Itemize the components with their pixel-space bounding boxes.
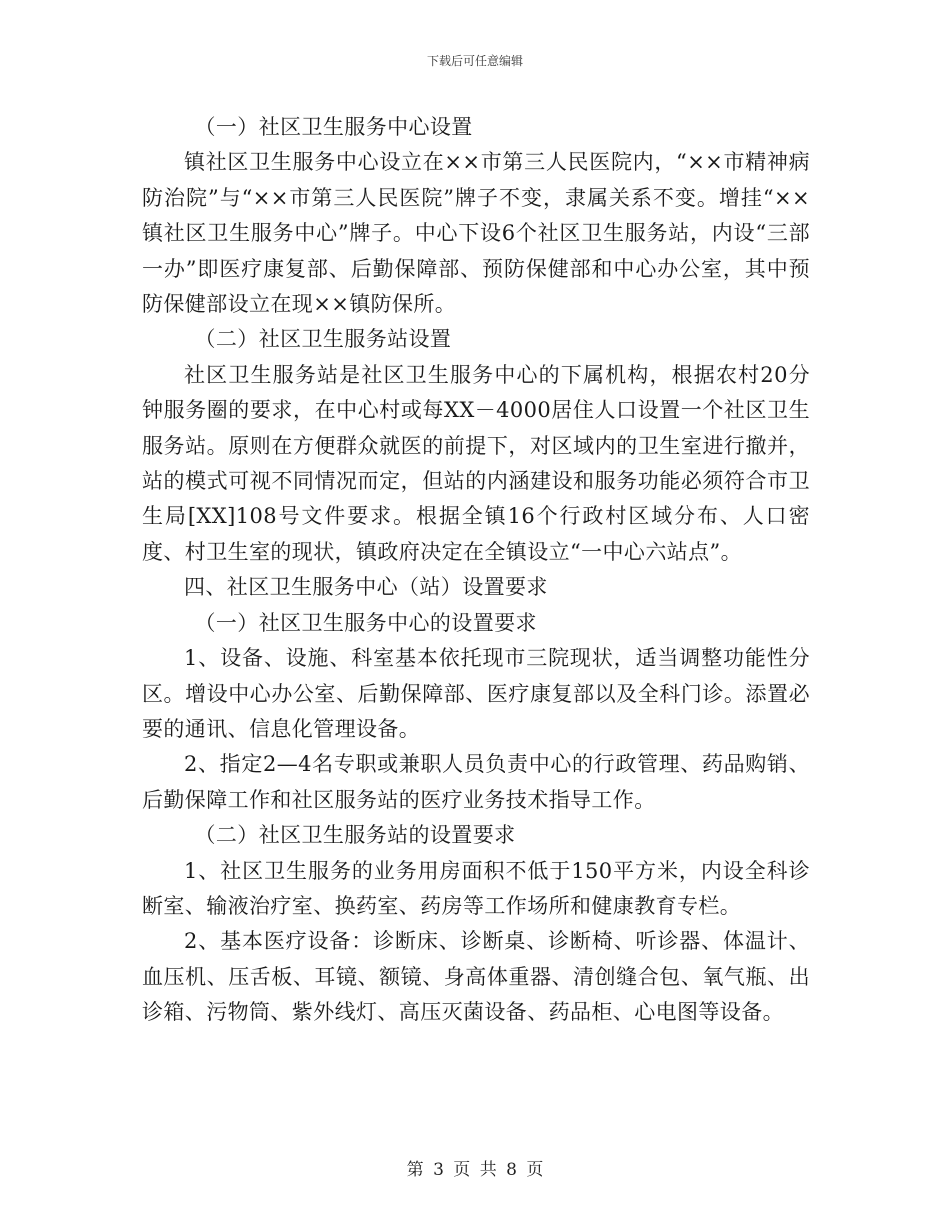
section-heading-station-setup: （二）社区卫生服务站设置 bbox=[194, 327, 452, 352]
paragraph-station-setup: 社区卫生服务站是社区卫生服务中心的下属机构，根据农村20分钟服务圈的要求，在中心村或每XX－4000居住人口设置一个社区卫生服务站。原则在方便群众就医的前提下，对区域内的卫生室进行撤并，站的模式可视不同情况而定，但站的内涵建设和服务功能必须符合市卫生局[XX]108号文件要求。根据全镇16个行政村区域分布、人口密度、村卫生室的现状，镇政府决定在全镇设立“一中心六站点”。 bbox=[142, 362, 810, 564]
paragraph-center-requirement-1: 1、设备、设施、科室基本依托现市三院现状，适当调整功能性分区。增设中心办公室、后勤保障部、医疗康复部以及全科门诊。添置必要的通讯、信息化管理设备。 bbox=[142, 646, 810, 741]
subsection-heading-center-requirements: （一）社区卫生服务中心的设置要求 bbox=[194, 610, 537, 635]
subsection-heading-station-requirements: （二）社区卫生服务站的设置要求 bbox=[194, 823, 516, 848]
page-number: 第 3 页 共 8 页 bbox=[406, 1160, 544, 1180]
document-body bbox=[142, 110, 810, 1031]
paragraph-station-requirement-2: 2、基本医疗设备：诊断床、诊断桌、诊断椅、听诊器、体温计、血压机、压舌板、耳镜、额镜、身高体重器、清创缝合包、氧气瓶、出诊箱、污物筒、紫外线灯、高压灭菌设备、药品柜、心电图等设备。 bbox=[142, 929, 810, 1025]
paragraph-center-requirement-2: 2、指定2—4名专职或兼职人员负责中心的行政管理、药品购销、后勤保障工作和社区服务站的医疗业务技术指导工作。 bbox=[142, 752, 810, 812]
paragraph-center-setup: 镇社区卫生服务中心设立在××市第三人民医院内，“××市精神病防治院”与“××市第三人民医院”牌子不变，隶属关系不变。增挂“××镇社区卫生服务中心”牌子。中心下设6个社区卫生服务站，内设“三部一办”即医疗康复部、后勤保障部、预防保健部和中心办公室，其中预防保健部设立在现××镇防保所。 bbox=[142, 150, 810, 317]
page-header-note: 下载后可任意编辑 bbox=[426, 54, 523, 68]
paragraph-station-requirement-1: 1、社区卫生服务的业务用房面积不低于150平方米，内设全科诊断室、输液治疗室、换药室、药房等工作场所和健康教育专栏。 bbox=[142, 858, 810, 918]
section-heading-requirements: 四、社区卫生服务中心（站）设置要求 bbox=[184, 575, 548, 600]
section-heading-center-setup: （一）社区卫生服务中心设置 bbox=[194, 115, 473, 139]
